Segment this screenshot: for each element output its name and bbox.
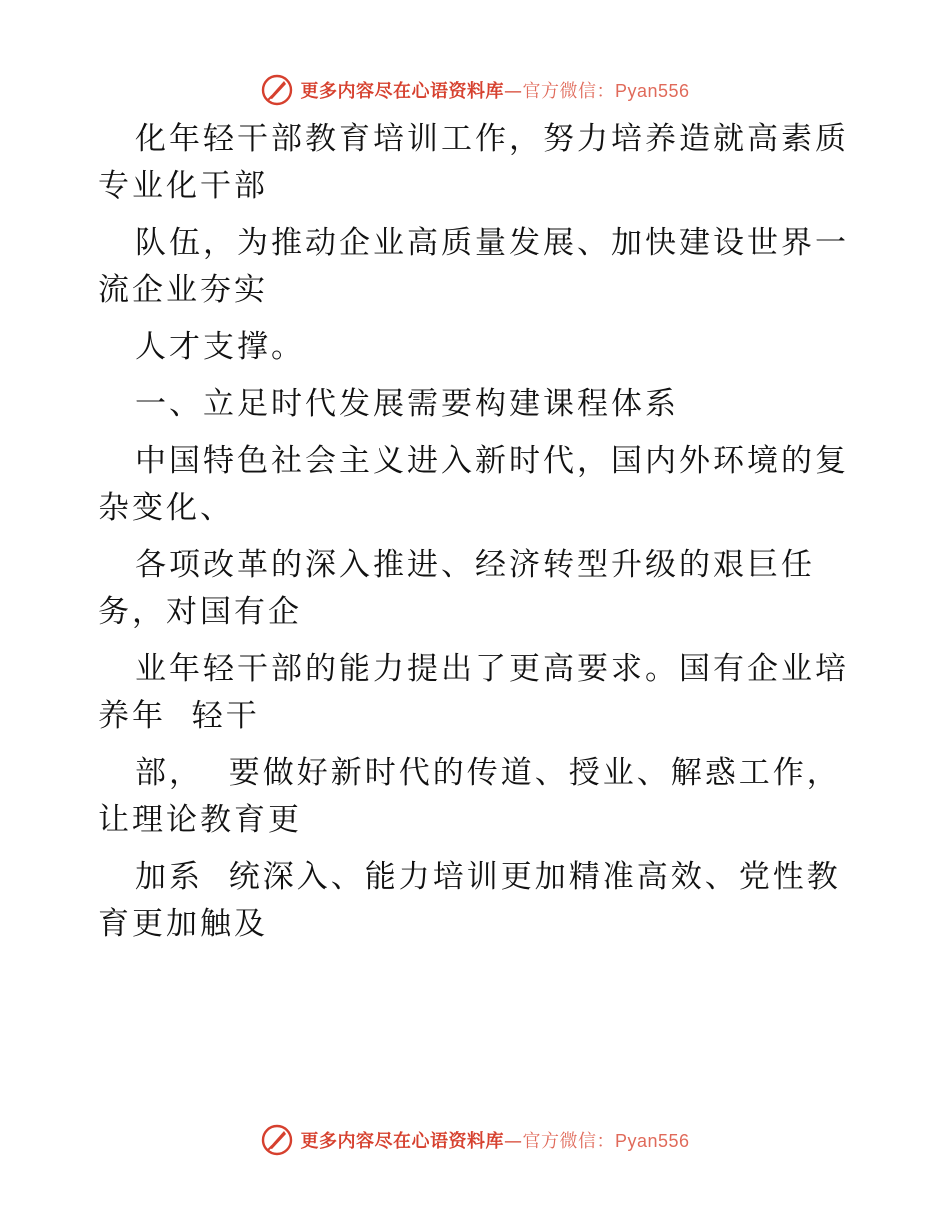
body-line: 中国特色社会主义进入新时代，国内外环境的复 — [135, 443, 849, 479]
body-line: 队伍，为推动企业高质量发展、加快建设世界一 — [135, 225, 849, 261]
body-line: 专业化干部 — [98, 168, 268, 204]
header-banner — [0, 70, 950, 110]
body-line: 养年 轻干 — [98, 698, 260, 734]
footer-brand: 更多内容尽在心语资料库 — [300, 1131, 504, 1152]
body-line: 杂变化、 — [98, 490, 234, 526]
footer-separator: — — [503, 1131, 523, 1152]
body-line: 让理论教育更 — [98, 802, 302, 838]
section-heading: 一、立足时代发展需要构建课程体系 — [135, 386, 679, 422]
body-line: 业年轻干部的能力提出了更高要求。国有企业培 — [135, 651, 849, 687]
header-wechat-label: 官方微信： — [522, 81, 615, 102]
document-body — [98, 123, 858, 941]
quill-logo-icon — [260, 1123, 294, 1157]
body-line: 各项改革的深入推进、经济转型升级的艰巨任 — [135, 547, 815, 583]
body-line: 部， 要做好新时代的传道、授业、解惑工作， — [135, 755, 841, 791]
header-brand: 更多内容尽在心语资料库 — [300, 81, 504, 102]
body-line: 加系 统深入、能力培训更加精准高效、党性教 — [135, 859, 841, 895]
header-wechat-id: Pyan556 — [614, 81, 690, 101]
body-line: 化年轻干部教育培训工作，努力培养造就高素质 — [135, 121, 849, 157]
footer-banner — [0, 1120, 950, 1160]
footer-wechat-label: 官方微信： — [522, 1131, 615, 1152]
body-line: 人才支撑。 — [135, 329, 305, 365]
body-line: 务，对国有企 — [98, 594, 302, 630]
footer-wechat-id: Pyan556 — [614, 1131, 690, 1151]
body-line: 流企业夯实 — [98, 272, 268, 308]
header-separator: — — [503, 81, 523, 102]
body-line: 育更加触及 — [98, 906, 268, 942]
quill-logo-icon — [260, 73, 294, 107]
